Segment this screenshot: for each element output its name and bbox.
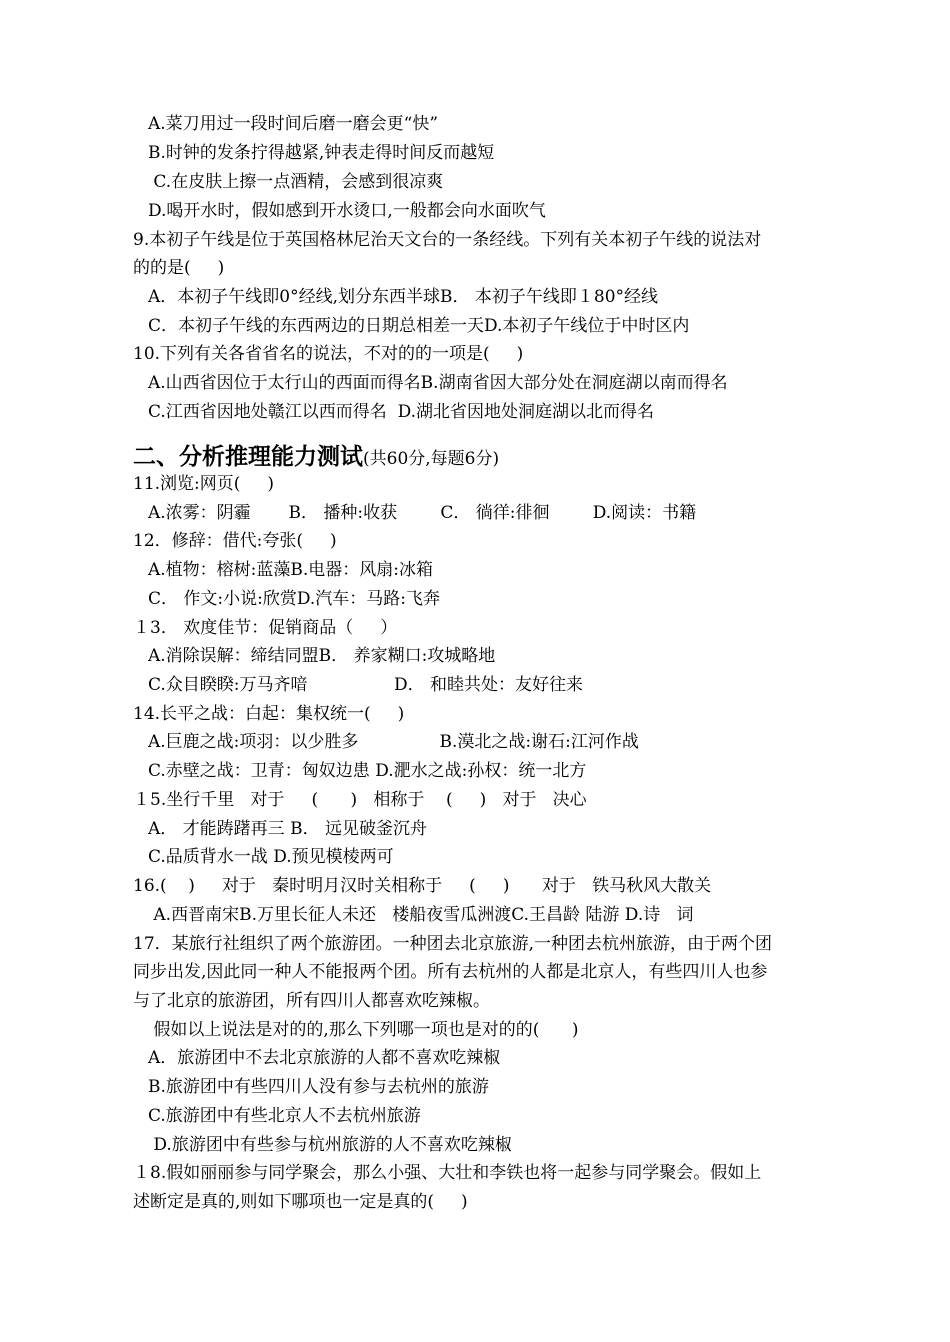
q9-stem-line2: 的的是( )	[133, 258, 225, 278]
q18-stem-line2: 述断定是真的,则如下哪项也一定是真的( )	[133, 1192, 468, 1212]
section-subtitle: (共60分,每题6分)	[363, 449, 500, 469]
q13-stem: １3． 欢度佳节：促销商品（ ）	[133, 618, 398, 638]
q8-option-c: C.在皮肤上擦一点酒精，会感到很凉爽	[148, 172, 444, 192]
q15-stem: １5.坐行千里 对于 ( ) 相称于 ( ) 对于 决心	[133, 790, 587, 810]
q17-stem-line2: 同步出发,因此同一种人不能报两个团。所有去杭州的人都是北京人，有些四川人也参	[133, 962, 768, 982]
q12-options-cd: C． 作文:小说:欣赏D.汽车：马路:飞奔	[148, 589, 441, 609]
q10-options-ab: A.山西省因位于太行山的西面而得名B.湖南省因大部分处在洞庭湖以南而得名	[148, 373, 728, 393]
q9-options-ab: A．本初子午线即0°经线,划分东西半球B． 本初子午线即１80°经线	[148, 287, 659, 307]
q12-options-ab: A.植物：榕树:蓝藻B.电器：风扇:冰箱	[148, 560, 434, 580]
q14-options-cd: C.赤壁之战：卫青：匈奴边患 D.淝水之战:孙权：统一北方	[148, 761, 587, 781]
q9-stem-line1: 9.本初子午线是位于英国格林尼治天文台的一条经线。下列有关本初子午线的说法对	[133, 230, 762, 250]
q17-stem-line3: 与了北京的旅游团，所有四川人都喜欢吃辣椒。	[133, 991, 490, 1011]
q17-question: 假如以上说法是对的的,那么下列哪一项也是对的的( )	[148, 1020, 579, 1040]
q15-options-cd: C.品质背水一战 D.预见模棱两可	[148, 847, 394, 867]
q10-stem: 10.下列有关各省省名的说法，不对的的一项是( )	[133, 344, 524, 364]
q8-option-d: D.喝开水时，假如感到开水烫口,一般都会向水面吹气	[148, 201, 546, 221]
q13-options-ab: A.消除误解：缔结同盟B． 养家糊口:攻城略地	[148, 646, 496, 666]
q16-options: A.西晋南宋B.万里长征人未还 楼船夜雪瓜洲渡C.王昌龄 陆游 D.诗 词	[148, 905, 694, 925]
q14-stem: 14.长平之战：白起：集权统一( )	[133, 704, 405, 724]
q17-option-b: B.旅游团中有些四川人没有参与去杭州的旅游	[148, 1077, 489, 1097]
q17-option-c: C.旅游团中有些北京人不去杭州旅游	[148, 1106, 421, 1126]
q14-options-ab: A.巨鹿之战:项羽：以少胜多 B.漠北之战:谢石:江河作战	[148, 732, 639, 752]
q17-option-a: A．旅游团中不去北京旅游的人都不喜欢吃辣椒	[148, 1048, 501, 1068]
q16-stem: 16.( ) 对于 秦时明月汉时关相称于 ( ) 对于 铁马秋风大散关	[133, 876, 712, 896]
q11-stem: 11.浏览:网页( )	[133, 474, 275, 494]
q17-option-d: D.旅游团中有些参与杭州旅游的人不喜欢吃辣椒	[148, 1135, 512, 1155]
q9-options-cd: C．本初子午线的东西两边的日期总相差一天D.本初子午线位于中时区内	[148, 316, 690, 336]
q10-options-cd: C.江西省因地处赣江以西而得名 D.湖北省因地处洞庭湖以北而得名	[148, 402, 655, 422]
q8-option-b: B.时钟的发条拧得越紧,钟表走得时间反而越短	[148, 143, 495, 163]
q15-options-ab: A． 才能踌躇再三 B． 远见破釜沉舟	[148, 819, 427, 839]
q13-options-cd: C.众目睽睽:万马齐喑 D． 和睦共处：友好往来	[148, 675, 584, 695]
q8-option-a: A.菜刀用过一段时间后磨一磨会更“快”	[148, 114, 439, 134]
q12-stem: 12．修辞：借代:夸张( )	[133, 531, 337, 551]
q18-stem-line1: １8.假如丽丽参与同学聚会，那么小强、大壮和李铁也将一起参与同学聚会。假如上	[133, 1163, 762, 1183]
q17-stem-line1: 17．某旅行社组织了两个旅游团。一种团去北京旅游,一种团去杭州旅游，由于两个团	[133, 934, 773, 954]
section-title: 二、分析推理能力测试	[133, 444, 363, 470]
section-heading	[133, 440, 499, 474]
q11-options: A.浓雾：阴霾 B． 播种:收获 C． 徜徉:徘徊 D.阅读：书籍	[148, 503, 697, 523]
